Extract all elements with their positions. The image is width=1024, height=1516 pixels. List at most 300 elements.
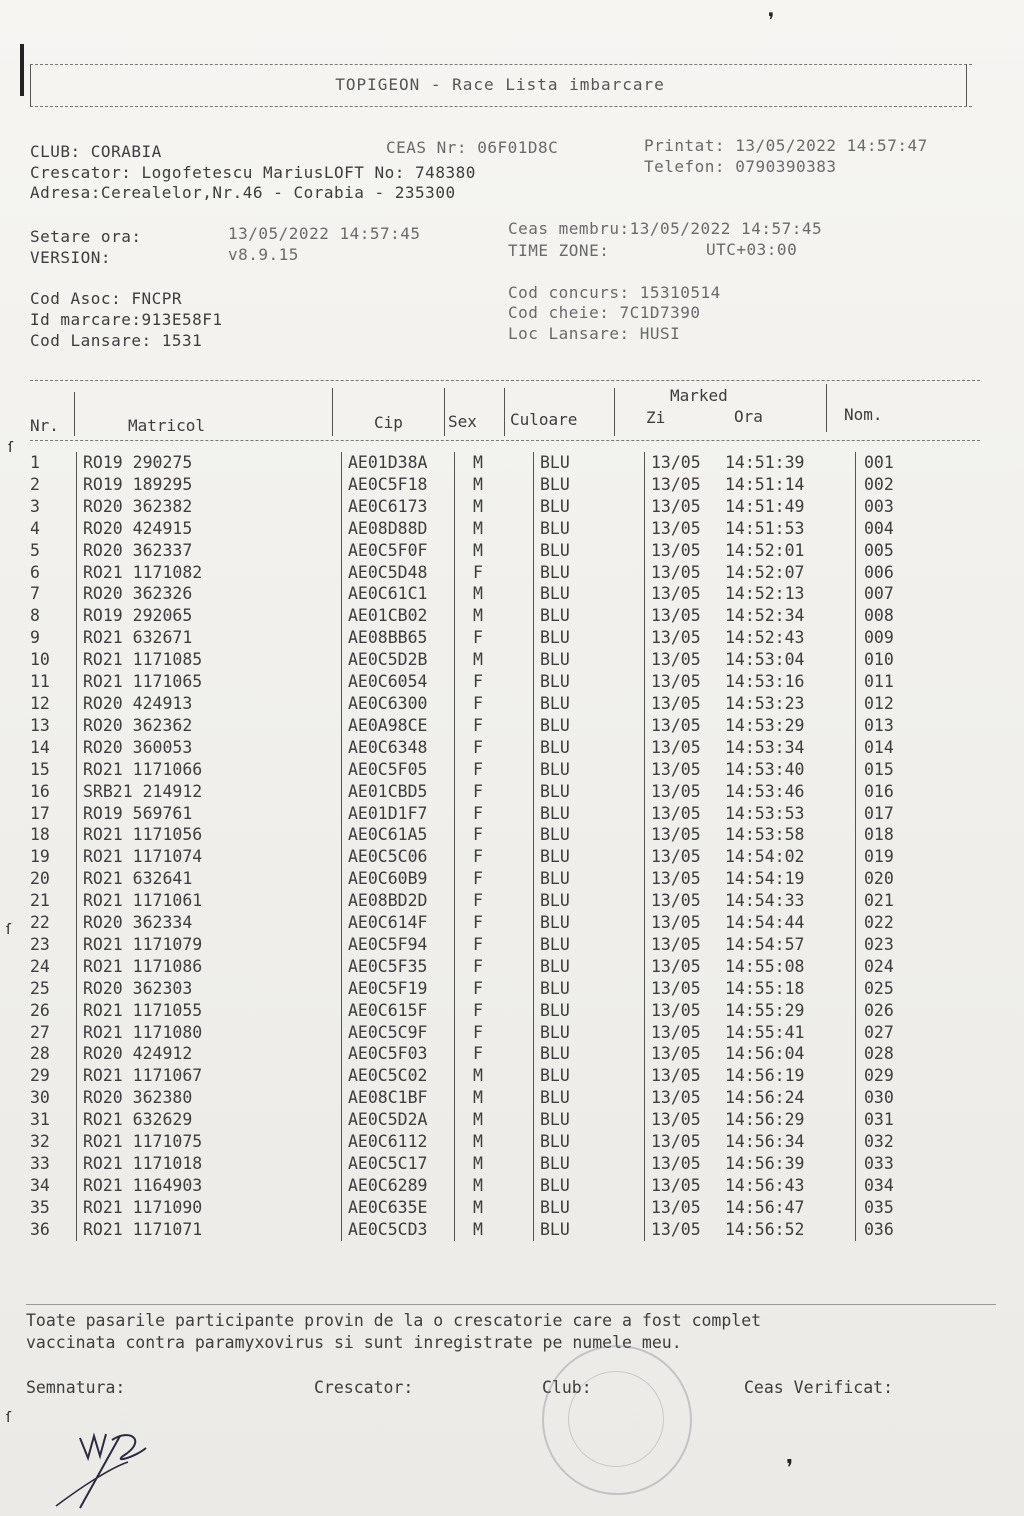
row-culoare: BLU bbox=[534, 1000, 645, 1022]
row-zi: 13/05 bbox=[645, 846, 726, 868]
footer-divider bbox=[26, 1304, 996, 1305]
row-ora: 14:52:13 bbox=[725, 584, 805, 604]
row-matricol: RO21 1171071 bbox=[77, 1219, 342, 1241]
row-sex: M bbox=[455, 1131, 534, 1153]
row-sex: F bbox=[455, 846, 534, 868]
row-culoare: BLU bbox=[534, 1219, 645, 1241]
row-culoare: BLU bbox=[534, 605, 645, 627]
race-table bbox=[26, 452, 986, 1241]
row-matricol: RO20 362326 bbox=[77, 583, 342, 605]
row-culoare: BLU bbox=[534, 1043, 645, 1065]
row-ora: 14:55:08 bbox=[725, 956, 805, 976]
row-nom: 018 bbox=[856, 824, 987, 846]
col-header-matricol: Matricol bbox=[128, 416, 206, 435]
row-zi: 13/05 bbox=[645, 781, 726, 803]
row-nom: 002 bbox=[856, 474, 987, 496]
row-nr: 20 bbox=[30, 869, 50, 889]
table-row bbox=[26, 1022, 986, 1044]
row-culoare: BLU bbox=[534, 693, 645, 715]
row-nom: 005 bbox=[856, 540, 987, 562]
row-nom: 019 bbox=[856, 846, 987, 868]
header-divider bbox=[444, 388, 445, 436]
row-matricol: RO21 1171086 bbox=[77, 956, 342, 978]
row-culoare: BLU bbox=[534, 562, 645, 584]
row-zi: 13/05 bbox=[645, 583, 726, 605]
table-row bbox=[26, 803, 986, 825]
row-sex: M bbox=[455, 1153, 534, 1175]
row-matricol: RO19 189295 bbox=[77, 474, 342, 496]
row-cip: AE01D1F7 bbox=[342, 803, 455, 825]
col-header-sex: Sex bbox=[448, 412, 477, 431]
table-row bbox=[26, 1175, 986, 1197]
club-stamp-inner-ring bbox=[568, 1371, 664, 1467]
row-culoare: BLU bbox=[534, 868, 645, 890]
row-cip: AE0C635E bbox=[342, 1197, 455, 1219]
table-row bbox=[26, 474, 986, 496]
row-culoare: BLU bbox=[534, 649, 645, 671]
row-ora: 14:51:53 bbox=[725, 518, 805, 538]
row-cip: AE08BB65 bbox=[342, 627, 455, 649]
row-cip: AE0C5CD3 bbox=[342, 1219, 455, 1241]
row-nr: 30 bbox=[30, 1088, 50, 1108]
header-divider bbox=[826, 384, 827, 432]
row-zi: 13/05 bbox=[645, 1087, 726, 1109]
row-sex: F bbox=[455, 562, 534, 584]
row-nr: 26 bbox=[30, 1000, 50, 1020]
time-zone-label: TIME ZONE: bbox=[508, 241, 610, 260]
row-nr: 23 bbox=[30, 934, 50, 954]
row-nr: 9 bbox=[30, 628, 40, 648]
row-nom: 023 bbox=[856, 934, 987, 956]
table-row bbox=[26, 781, 986, 803]
row-nom: 027 bbox=[856, 1022, 987, 1044]
row-nom: 006 bbox=[856, 562, 987, 584]
binder-mark bbox=[20, 44, 24, 96]
row-matricol: RO20 362303 bbox=[77, 978, 342, 1000]
row-ora: 14:53:04 bbox=[725, 650, 805, 670]
row-zi: 13/05 bbox=[645, 452, 726, 474]
row-zi: 13/05 bbox=[645, 1131, 726, 1153]
race-table-body bbox=[26, 452, 986, 1241]
row-ora: 14:53:34 bbox=[725, 737, 805, 757]
row-nom: 011 bbox=[856, 671, 987, 693]
col-header-culoare: Culoare bbox=[510, 410, 578, 429]
table-row bbox=[26, 583, 986, 605]
table-row bbox=[26, 759, 986, 781]
row-culoare: BLU bbox=[534, 912, 645, 934]
row-cip: AE0C5F05 bbox=[342, 759, 455, 781]
row-nom: 009 bbox=[856, 627, 987, 649]
row-sex: F bbox=[455, 715, 534, 737]
row-zi: 13/05 bbox=[645, 1197, 726, 1219]
row-zi: 13/05 bbox=[645, 605, 726, 627]
table-row bbox=[26, 737, 986, 759]
row-cip: AE0C61C1 bbox=[342, 583, 455, 605]
row-culoare: BLU bbox=[534, 956, 645, 978]
row-ora: 14:54:33 bbox=[725, 891, 805, 911]
row-nom: 036 bbox=[856, 1219, 987, 1241]
row-culoare: BLU bbox=[534, 824, 645, 846]
row-culoare: BLU bbox=[534, 1175, 645, 1197]
table-row bbox=[26, 715, 986, 737]
table-row bbox=[26, 1000, 986, 1022]
table-row bbox=[26, 846, 986, 868]
row-zi: 13/05 bbox=[645, 759, 726, 781]
margin-tick-mark: ſ bbox=[6, 1410, 11, 1426]
row-culoare: BLU bbox=[534, 715, 645, 737]
row-sex: M bbox=[455, 1197, 534, 1219]
time-zone-value: UTC+03:00 bbox=[706, 240, 798, 259]
declaration bbox=[26, 1310, 761, 1354]
row-ora: 14:55:41 bbox=[725, 1022, 805, 1042]
row-zi: 13/05 bbox=[645, 562, 726, 584]
row-matricol: RO21 1171067 bbox=[77, 1065, 342, 1087]
row-sex: M bbox=[455, 518, 534, 540]
adresa: Adresa:Cerealelor,Nr.46 - Corabia - 235300 bbox=[30, 183, 456, 202]
club-sign-label: Club: bbox=[542, 1378, 592, 1397]
row-sex: F bbox=[455, 693, 534, 715]
row-cip: AE0A98CE bbox=[342, 715, 455, 737]
row-ora: 14:51:39 bbox=[725, 453, 805, 472]
row-sex: F bbox=[455, 868, 534, 890]
row-zi: 13/05 bbox=[645, 1000, 726, 1022]
row-ora: 14:56:24 bbox=[725, 1088, 805, 1108]
row-cip: AE0C6054 bbox=[342, 671, 455, 693]
table-row bbox=[26, 1109, 986, 1131]
row-nom: 028 bbox=[856, 1043, 987, 1065]
row-sex: M bbox=[455, 649, 534, 671]
row-zi: 13/05 bbox=[645, 627, 726, 649]
row-culoare: BLU bbox=[534, 737, 645, 759]
table-row bbox=[26, 518, 986, 540]
row-culoare: BLU bbox=[534, 452, 645, 474]
row-cip: AE0C60B9 bbox=[342, 868, 455, 890]
row-nom: 007 bbox=[856, 583, 987, 605]
row-nr: 14 bbox=[30, 737, 50, 757]
row-nr: 4 bbox=[30, 518, 40, 538]
row-sex: M bbox=[455, 1065, 534, 1087]
row-nr: 28 bbox=[30, 1044, 50, 1064]
row-ora: 14:53:58 bbox=[725, 825, 805, 845]
cod-concurs: Cod concurs: 15310514 bbox=[508, 283, 721, 302]
header-divider bbox=[614, 388, 615, 436]
row-culoare: BLU bbox=[534, 803, 645, 825]
row-culoare: BLU bbox=[534, 1022, 645, 1044]
row-nr: 21 bbox=[30, 891, 50, 911]
row-matricol: RO21 1171056 bbox=[77, 824, 342, 846]
header-divider bbox=[74, 392, 75, 436]
row-nom: 022 bbox=[856, 912, 987, 934]
row-matricol: RO19 569761 bbox=[77, 803, 342, 825]
row-sex: F bbox=[455, 890, 534, 912]
id-marcare: Id marcare:913E58F1 bbox=[30, 310, 223, 329]
row-culoare: BLU bbox=[534, 890, 645, 912]
table-row bbox=[26, 562, 986, 584]
cod-asoc: Cod Asoc: FNCPR bbox=[30, 289, 182, 308]
table-row bbox=[26, 452, 986, 474]
row-nr: 25 bbox=[30, 978, 50, 998]
row-nom: 001 bbox=[856, 452, 987, 474]
row-nom: 016 bbox=[856, 781, 987, 803]
row-matricol: RO21 1171090 bbox=[77, 1197, 342, 1219]
row-culoare: BLU bbox=[534, 934, 645, 956]
row-cip: AE0C5F19 bbox=[342, 978, 455, 1000]
semnatura-label: Semnatura: bbox=[26, 1378, 126, 1397]
row-culoare: BLU bbox=[534, 474, 645, 496]
club-label: CLUB: CORABIA bbox=[30, 142, 162, 161]
row-sex: F bbox=[455, 1043, 534, 1065]
row-ora: 14:52:01 bbox=[725, 540, 805, 560]
row-sex: F bbox=[455, 1000, 534, 1022]
row-sex: F bbox=[455, 956, 534, 978]
table-row bbox=[26, 868, 986, 890]
row-nr: 5 bbox=[30, 540, 40, 560]
row-cip: AE08D88D bbox=[342, 518, 455, 540]
row-cip: AE0C5D48 bbox=[342, 562, 455, 584]
row-nom: 021 bbox=[856, 890, 987, 912]
row-zi: 13/05 bbox=[645, 803, 726, 825]
row-cip: AE0C6300 bbox=[342, 693, 455, 715]
setare-ora-value: 13/05/2022 14:57:45 bbox=[228, 224, 421, 243]
margin-tick-mark: ſ bbox=[6, 922, 11, 938]
col-header-zi: Zi bbox=[646, 408, 666, 427]
margin-tick-mark: ſ bbox=[8, 440, 13, 456]
header-divider bbox=[504, 388, 505, 436]
row-nr: 27 bbox=[30, 1022, 50, 1042]
ceas-verificat-label: Ceas Verificat: bbox=[744, 1378, 894, 1397]
table-row bbox=[26, 1087, 986, 1109]
row-nom: 024 bbox=[856, 956, 987, 978]
row-nom: 034 bbox=[856, 1175, 987, 1197]
ink-dot-mark: ❜ bbox=[768, 8, 775, 32]
row-sex: F bbox=[455, 671, 534, 693]
row-nr: 17 bbox=[30, 803, 50, 823]
row-nom: 012 bbox=[856, 693, 987, 715]
row-nom: 015 bbox=[856, 759, 987, 781]
row-matricol: RO21 1171080 bbox=[77, 1022, 342, 1044]
row-ora: 14:53:23 bbox=[725, 693, 805, 713]
row-nr: 10 bbox=[30, 650, 50, 670]
row-ora: 14:53:29 bbox=[725, 715, 805, 735]
row-matricol: RO21 632641 bbox=[77, 868, 342, 890]
row-cip: AE0C5F03 bbox=[342, 1043, 455, 1065]
ink-dot-mark: ❜ bbox=[786, 1456, 794, 1481]
version-value: v8.9.15 bbox=[228, 245, 299, 264]
table-row bbox=[26, 671, 986, 693]
row-matricol: RO20 424915 bbox=[77, 518, 342, 540]
row-ora: 14:54:44 bbox=[725, 913, 805, 933]
row-nom: 025 bbox=[856, 978, 987, 1000]
row-matricol: RO20 362337 bbox=[77, 540, 342, 562]
row-sex: M bbox=[455, 452, 534, 474]
table-header-top-border bbox=[30, 380, 980, 381]
row-ora: 14:56:04 bbox=[725, 1044, 805, 1064]
row-nr: 35 bbox=[30, 1197, 50, 1217]
row-nom: 030 bbox=[856, 1087, 987, 1109]
row-nom: 003 bbox=[856, 496, 987, 518]
row-sex: F bbox=[455, 737, 534, 759]
row-cip: AE0C5C17 bbox=[342, 1153, 455, 1175]
row-culoare: BLU bbox=[534, 759, 645, 781]
row-ora: 14:53:16 bbox=[725, 672, 805, 692]
row-nom: 008 bbox=[856, 605, 987, 627]
loc-lansare: Loc Lansare: HUSI bbox=[508, 324, 681, 343]
row-sex: M bbox=[455, 605, 534, 627]
row-culoare: BLU bbox=[534, 781, 645, 803]
row-ora: 14:53:40 bbox=[725, 759, 805, 779]
table-row bbox=[26, 540, 986, 562]
row-sex: F bbox=[455, 781, 534, 803]
row-nr: 34 bbox=[30, 1175, 50, 1195]
row-nom: 020 bbox=[856, 868, 987, 890]
row-sex: F bbox=[455, 803, 534, 825]
title-bottom-border bbox=[30, 106, 972, 107]
row-ora: 14:54:57 bbox=[725, 934, 805, 954]
row-matricol: RO21 1171082 bbox=[77, 562, 342, 584]
row-matricol: RO20 362382 bbox=[77, 496, 342, 518]
row-zi: 13/05 bbox=[645, 868, 726, 890]
row-culoare: BLU bbox=[534, 1109, 645, 1131]
row-ora: 14:56:29 bbox=[725, 1110, 805, 1130]
row-ora: 14:52:43 bbox=[725, 628, 805, 648]
row-zi: 13/05 bbox=[645, 1065, 726, 1087]
row-culoare: BLU bbox=[534, 583, 645, 605]
row-matricol: SRB21 214912 bbox=[77, 781, 342, 803]
row-culoare: BLU bbox=[534, 518, 645, 540]
row-nr: 19 bbox=[30, 847, 50, 867]
row-nr: 13 bbox=[30, 715, 50, 735]
setare-ora-label: Setare ora: bbox=[30, 227, 142, 246]
row-zi: 13/05 bbox=[645, 1022, 726, 1044]
row-zi: 13/05 bbox=[645, 912, 726, 934]
row-cip: AE0C614F bbox=[342, 912, 455, 934]
row-matricol: RO21 1171079 bbox=[77, 934, 342, 956]
printat: Printat: 13/05/2022 14:57:47 bbox=[644, 136, 928, 155]
row-nr: 33 bbox=[30, 1154, 50, 1173]
row-sex: M bbox=[455, 1087, 534, 1109]
table-row bbox=[26, 1065, 986, 1087]
row-nr: 16 bbox=[30, 781, 50, 801]
row-sex: F bbox=[455, 978, 534, 1000]
row-nom: 032 bbox=[856, 1131, 987, 1153]
row-cip: AE0C5D2A bbox=[342, 1109, 455, 1131]
title-box bbox=[30, 64, 970, 106]
row-ora: 14:55:29 bbox=[725, 1000, 805, 1020]
row-zi: 13/05 bbox=[645, 518, 726, 540]
header-divider bbox=[332, 388, 333, 436]
row-cip: AE0C6289 bbox=[342, 1175, 455, 1197]
row-zi: 13/05 bbox=[645, 956, 726, 978]
telefon: Telefon: 0790390383 bbox=[644, 157, 837, 176]
row-nr: 24 bbox=[30, 956, 50, 976]
row-matricol: RO21 1171066 bbox=[77, 759, 342, 781]
table-row bbox=[26, 1197, 986, 1219]
row-sex: F bbox=[455, 912, 534, 934]
row-cip: AE01CBD5 bbox=[342, 781, 455, 803]
row-matricol: RO21 1171065 bbox=[77, 671, 342, 693]
col-header-marked: Marked bbox=[670, 386, 728, 405]
row-culoare: BLU bbox=[534, 978, 645, 1000]
table-row bbox=[26, 649, 986, 671]
row-zi: 13/05 bbox=[645, 474, 726, 496]
row-cip: AE0C5D2B bbox=[342, 649, 455, 671]
row-sex: F bbox=[455, 759, 534, 781]
row-nr: 11 bbox=[30, 672, 50, 692]
row-ora: 14:51:14 bbox=[725, 474, 805, 494]
row-culoare: BLU bbox=[534, 671, 645, 693]
table-row bbox=[26, 1131, 986, 1153]
row-ora: 14:54:19 bbox=[725, 869, 805, 889]
row-culoare: BLU bbox=[534, 1153, 645, 1175]
row-cip: AE08C1BF bbox=[342, 1087, 455, 1109]
row-ora: 14:56:43 bbox=[725, 1175, 805, 1195]
row-matricol: RO21 1171074 bbox=[77, 846, 342, 868]
col-header-cip: Cip bbox=[374, 413, 403, 432]
row-matricol: RO21 632671 bbox=[77, 627, 342, 649]
row-ora: 14:53:53 bbox=[725, 803, 805, 823]
row-nr: 22 bbox=[30, 913, 50, 933]
table-row bbox=[26, 890, 986, 912]
row-cip: AE0C5C06 bbox=[342, 846, 455, 868]
col-header-nr: Nr. bbox=[30, 416, 59, 435]
row-culoare: BLU bbox=[534, 496, 645, 518]
table-row bbox=[26, 978, 986, 1000]
row-matricol: RO21 1164903 bbox=[77, 1175, 342, 1197]
row-ora: 14:53:46 bbox=[725, 781, 805, 801]
row-nr: 36 bbox=[30, 1219, 50, 1239]
row-matricol: RO19 292065 bbox=[77, 605, 342, 627]
row-culoare: BLU bbox=[534, 1087, 645, 1109]
row-nr: 7 bbox=[30, 584, 40, 604]
table-row bbox=[26, 824, 986, 846]
row-ora: 14:51:49 bbox=[725, 496, 805, 516]
row-zi: 13/05 bbox=[645, 693, 726, 715]
table-row bbox=[26, 496, 986, 518]
cod-cheie: Cod cheie: 7C1D7390 bbox=[508, 303, 701, 322]
row-nom: 035 bbox=[856, 1197, 987, 1219]
row-sex: M bbox=[455, 496, 534, 518]
row-zi: 13/05 bbox=[645, 978, 726, 1000]
row-sex: F bbox=[455, 824, 534, 846]
row-matricol: RO21 1171075 bbox=[77, 1131, 342, 1153]
row-culoare: BLU bbox=[534, 540, 645, 562]
row-cip: AE01D38A bbox=[342, 452, 455, 474]
row-nr: 18 bbox=[30, 825, 50, 845]
row-nr: 12 bbox=[30, 693, 50, 713]
page-title: TOPIGEON - Race Lista imbarcare bbox=[335, 75, 665, 94]
row-ora: 14:52:07 bbox=[725, 562, 805, 582]
row-ora: 14:56:34 bbox=[725, 1132, 805, 1152]
row-cip: AE0C6173 bbox=[342, 496, 455, 518]
row-nr: 32 bbox=[30, 1132, 50, 1152]
ceas-membru: Ceas membru:13/05/2022 14:57:45 bbox=[508, 219, 823, 238]
table-row bbox=[26, 605, 986, 627]
row-zi: 13/05 bbox=[645, 540, 726, 562]
row-matricol: RO21 1171018 bbox=[77, 1153, 342, 1175]
row-culoare: BLU bbox=[534, 627, 645, 649]
row-zi: 13/05 bbox=[645, 496, 726, 518]
table-row bbox=[26, 693, 986, 715]
row-zi: 13/05 bbox=[645, 1109, 726, 1131]
row-nr: 31 bbox=[30, 1110, 50, 1130]
row-cip: AE0C5F94 bbox=[342, 934, 455, 956]
row-zi: 13/05 bbox=[645, 1153, 726, 1175]
row-matricol: RO20 360053 bbox=[77, 737, 342, 759]
declaration-line-2: vaccinata contra paramyxovirus si sunt inregistrate pe numele meu. bbox=[26, 1333, 682, 1352]
row-zi: 13/05 bbox=[645, 934, 726, 956]
col-header-ora: Ora bbox=[734, 407, 763, 426]
row-ora: 14:56:52 bbox=[725, 1219, 805, 1239]
